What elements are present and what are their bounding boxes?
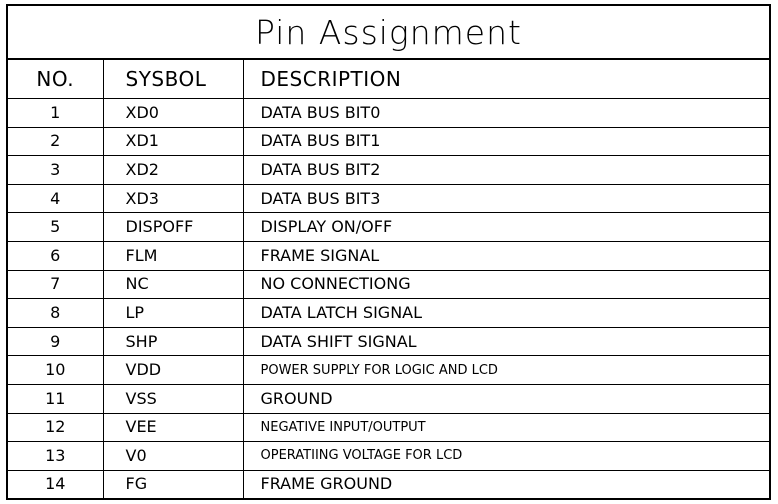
pin-symbol: XD2 bbox=[103, 156, 243, 185]
table-row bbox=[8, 356, 769, 385]
pin-symbol: XD0 bbox=[103, 99, 243, 128]
pin-number: 11 bbox=[8, 384, 103, 413]
table-row bbox=[8, 327, 769, 356]
pin-number: 4 bbox=[8, 184, 103, 213]
pin-description: GROUND bbox=[243, 384, 769, 413]
pin-number: 12 bbox=[8, 413, 103, 442]
pin-assignment-table bbox=[8, 60, 769, 498]
pin-symbol: SHP bbox=[103, 327, 243, 356]
pin-symbol: V0 bbox=[103, 442, 243, 471]
table-row bbox=[8, 470, 769, 498]
pin-number: 1 bbox=[8, 99, 103, 128]
pin-assignment-sheet bbox=[6, 4, 771, 500]
pin-number: 6 bbox=[8, 241, 103, 270]
pin-description: FRAME SIGNAL bbox=[243, 241, 769, 270]
pin-symbol: VSS bbox=[103, 384, 243, 413]
pin-description: DATA LATCH SIGNAL bbox=[243, 299, 769, 328]
pin-symbol: NC bbox=[103, 270, 243, 299]
table-row bbox=[8, 299, 769, 328]
table-row bbox=[8, 241, 769, 270]
pin-number: 5 bbox=[8, 213, 103, 242]
pin-number: 9 bbox=[8, 327, 103, 356]
column-header-description: DESCRIPTION bbox=[243, 60, 769, 99]
table-row bbox=[8, 384, 769, 413]
page-title: Pin Assignment bbox=[8, 6, 769, 60]
table-row bbox=[8, 99, 769, 128]
pin-description: DATA BUS BIT3 bbox=[243, 184, 769, 213]
pin-symbol: FLM bbox=[103, 241, 243, 270]
pin-description: NO CONNECTIONG bbox=[243, 270, 769, 299]
table-row bbox=[8, 127, 769, 156]
pin-number: 2 bbox=[8, 127, 103, 156]
pin-symbol: FG bbox=[103, 470, 243, 498]
table-row bbox=[8, 184, 769, 213]
pin-number: 3 bbox=[8, 156, 103, 185]
pin-number: 13 bbox=[8, 442, 103, 471]
table-row bbox=[8, 156, 769, 185]
table-row bbox=[8, 442, 769, 471]
pin-symbol: LP bbox=[103, 299, 243, 328]
table-header-row bbox=[8, 60, 769, 99]
pin-description: FRAME GROUND bbox=[243, 470, 769, 498]
pin-number: 7 bbox=[8, 270, 103, 299]
pin-symbol: VEE bbox=[103, 413, 243, 442]
pin-symbol: XD3 bbox=[103, 184, 243, 213]
pin-description: DATA SHIFT SIGNAL bbox=[243, 327, 769, 356]
pin-description: DISPLAY ON/OFF bbox=[243, 213, 769, 242]
pin-number: 8 bbox=[8, 299, 103, 328]
pin-symbol: VDD bbox=[103, 356, 243, 385]
pin-symbol: XD1 bbox=[103, 127, 243, 156]
pin-description: DATA BUS BIT2 bbox=[243, 156, 769, 185]
pin-description: OPERATIING VOLTAGE FOR LCD bbox=[243, 442, 769, 471]
pin-description: NEGATIVE INPUT/OUTPUT bbox=[243, 413, 769, 442]
pin-description: DATA BUS BIT0 bbox=[243, 99, 769, 128]
pin-description: DATA BUS BIT1 bbox=[243, 127, 769, 156]
pin-description: POWER SUPPLY FOR LOGIC AND LCD bbox=[243, 356, 769, 385]
column-header-symbol: SYSBOL bbox=[103, 60, 243, 99]
column-header-no: NO. bbox=[8, 60, 103, 99]
table-row bbox=[8, 413, 769, 442]
table-row bbox=[8, 270, 769, 299]
pin-number: 10 bbox=[8, 356, 103, 385]
table-row bbox=[8, 213, 769, 242]
pin-number: 14 bbox=[8, 470, 103, 498]
pin-symbol: DISPOFF bbox=[103, 213, 243, 242]
